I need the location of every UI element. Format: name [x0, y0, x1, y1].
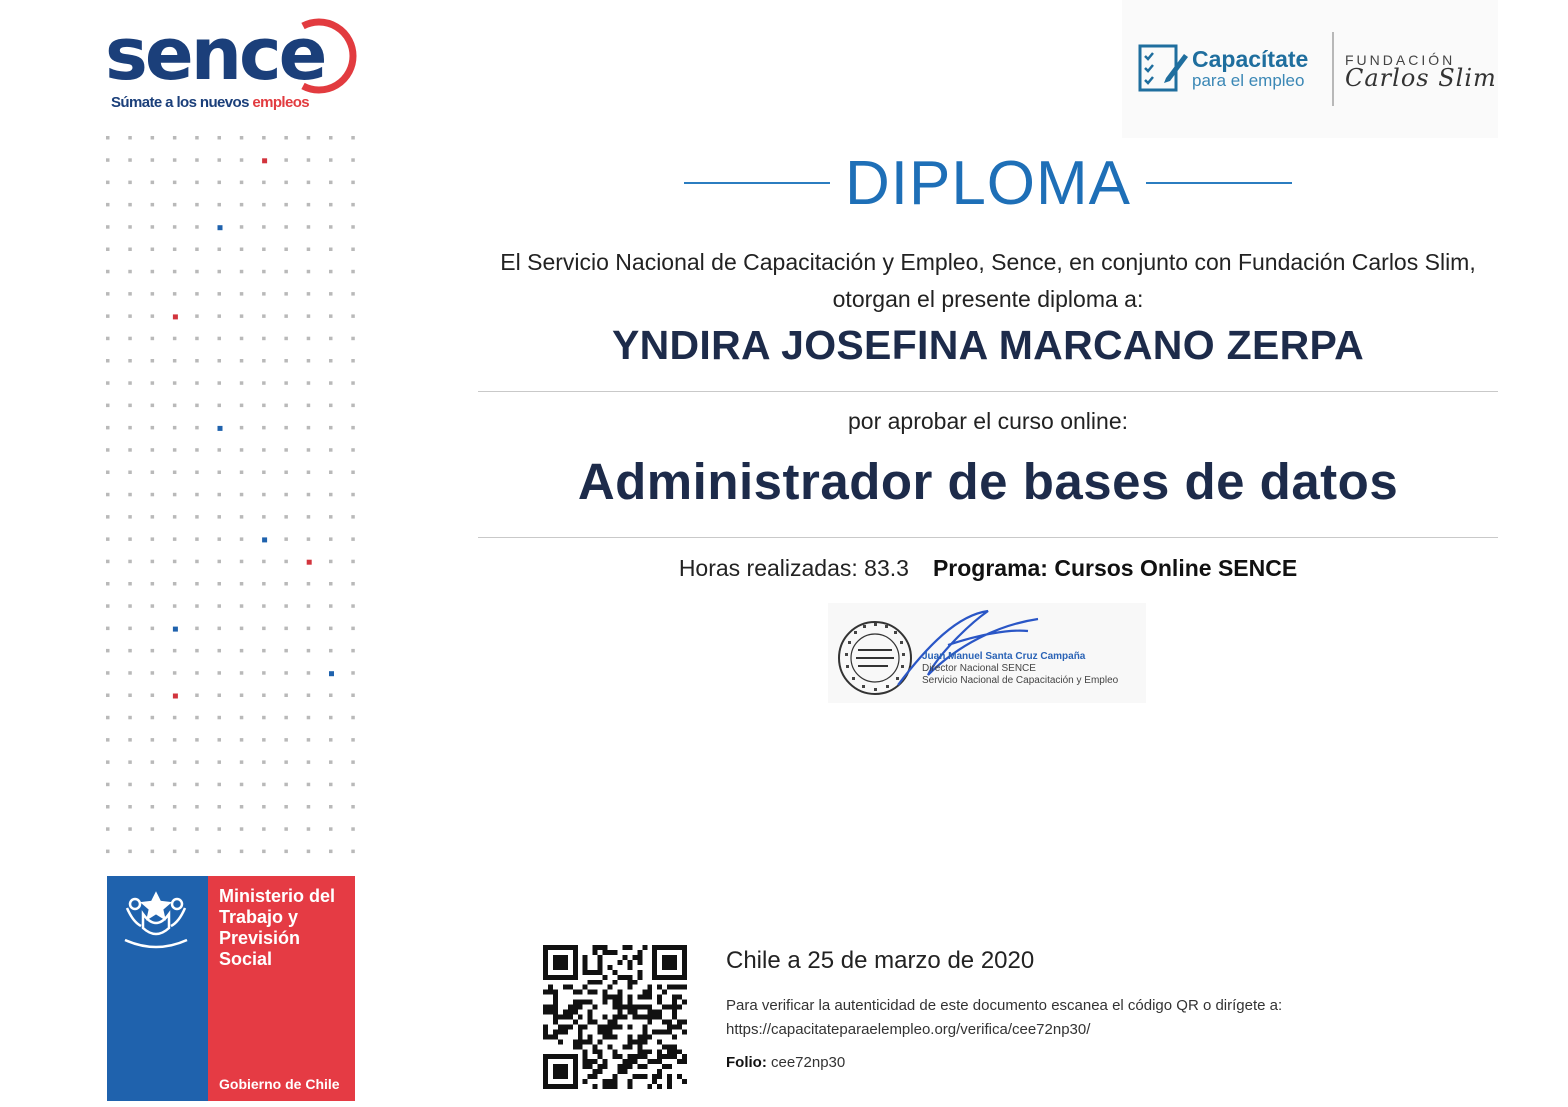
capacitate-title: Capacítate: [1192, 46, 1309, 72]
title-line-left: [684, 182, 830, 184]
program-label: Programa: Cursos Online SENCE: [932, 555, 1298, 581]
verification-text: Para verificar la autenticidad de este documento escanea el código QR o dirígete a: https://capacitateparaelempleo.org/verifica/cee72np30/: [726, 997, 1283, 1038]
folio-value: cee72np30: [771, 1054, 846, 1071]
partner-logos: [1122, 0, 1498, 138]
hours-label: Horas realizadas: 83.3: [678, 555, 909, 581]
logo-divider: [1332, 32, 1334, 106]
divider: [478, 391, 1498, 392]
fundacion-label: FUNDACIÓN: [1345, 52, 1456, 68]
place-date: Chile a 25 de marzo de 2020: [726, 947, 1035, 974]
government-label: Gobierno de Chile: [219, 1076, 340, 1092]
sence-logo: [105, 12, 365, 117]
qr-code[interactable]: [543, 945, 687, 1089]
coat-of-arms-icon: [115, 884, 197, 954]
folio-line: [726, 1054, 845, 1071]
checklist-icon: [1136, 42, 1188, 94]
ministry-logo: [107, 876, 355, 1101]
title-line-right: [1146, 182, 1292, 184]
intro-text: El Servicio Nacional de Capacitación y Empleo, Sence, en conjunto con Fundación Carlos Slim, otorgan el presente diploma a:: [500, 249, 1476, 312]
divider: [478, 537, 1498, 538]
course-lead: por aprobar el curso online:: [848, 408, 1128, 434]
folio-label: Folio:: [726, 1054, 767, 1071]
sence-ring-icon: [297, 16, 357, 96]
course-name: Administrador de bases de datos: [577, 453, 1399, 510]
signatory-role: Director Nacional SENCE: [922, 663, 1036, 674]
signatory-name: Juan Manuel Santa Cruz Campaña: [922, 651, 1086, 662]
diploma-heading: [684, 144, 1292, 224]
signature-block: [828, 603, 1146, 703]
recipient-name: YNDIRA JOSEFINA MARCANO ZERPA: [611, 322, 1365, 368]
decorative-dot-grid: [104, 134, 364, 864]
hours-program-line: [478, 555, 1498, 582]
sence-tagline: Súmate a los nuevos empleos: [111, 94, 310, 111]
ministry-name: Ministerio del Trabajo y Previsión Social: [219, 886, 336, 969]
signatory-organization: Servicio Nacional de Capacitación y Empleo: [922, 675, 1119, 686]
sence-wordmark: sence: [105, 12, 325, 96]
diploma-title: DIPLOMA: [844, 149, 1132, 218]
fundacion-name: Carlos Slim: [1345, 64, 1497, 92]
capacitate-subtitle: para el empleo: [1192, 71, 1305, 90]
